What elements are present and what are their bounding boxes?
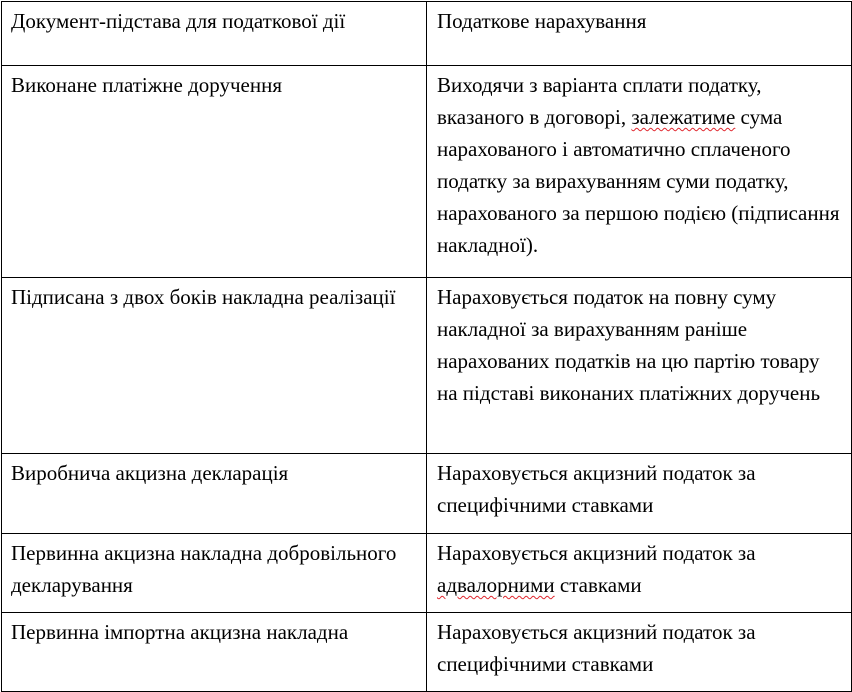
cell-accrual: Нараховується акцизний податок за специфічними ставками [427, 454, 852, 534]
table-row [2, 454, 852, 534]
text-fragment: Нараховується акцизний податок за [437, 541, 756, 565]
table-header-row [2, 2, 852, 66]
cell-accrual [427, 534, 852, 613]
cell-document: Підписана з двох боків накладна реалізації [2, 278, 427, 454]
cell-accrual: Нараховується податок на повну суму накладної за вирахуванням раніше нарахованих податків на цю партію товару на підставі виконаних платіжних доручень [427, 278, 852, 454]
cell-document: Виконане платіжне доручення [2, 66, 427, 278]
text-fragment: ставками [554, 573, 642, 597]
cell-accrual: Нараховується акцизний податок за специфічними ставками [427, 613, 852, 692]
header-cell-accrual: Податкове нарахування [427, 2, 852, 66]
spellcheck-flagged-word[interactable]: залежатиме [631, 105, 736, 129]
table-row [2, 278, 852, 454]
cell-document: Первинна імпортна акцизна накладна [2, 613, 427, 692]
tax-document-table [1, 1, 852, 692]
cell-document: Первинна акцизна накладна добровільного декларування [2, 534, 427, 613]
text-fragment: сума нарахованого і автоматично сплаченого податку за вирахуванням суми податку, нарахованого за першою подією (підписання накладної). [437, 105, 840, 257]
cell-document: Виробнича акцизна декларація [2, 454, 427, 534]
header-cell-document: Документ-підстава для податкової дії [2, 2, 427, 66]
table-row [2, 534, 852, 613]
table-row [2, 613, 852, 692]
table-row [2, 66, 852, 278]
spellcheck-flagged-word[interactable]: адвалорними [437, 573, 555, 597]
text-fragment: Виходячи з варіанта сплати податку, вказаного в договорі, [437, 73, 762, 129]
cell-accrual [427, 66, 852, 278]
